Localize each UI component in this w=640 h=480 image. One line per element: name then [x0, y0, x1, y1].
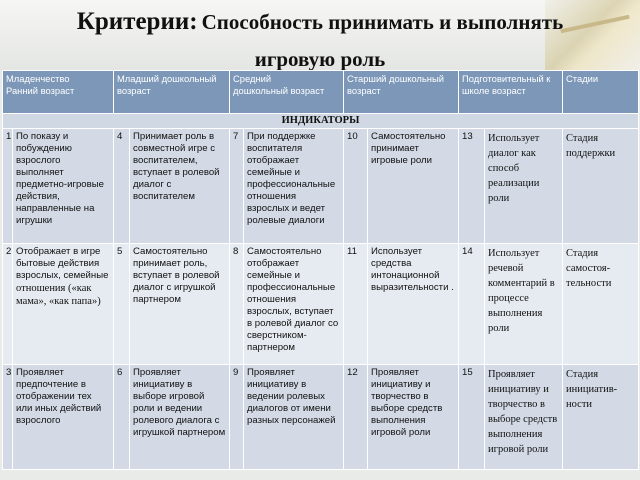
- stage-label: Стадия поддержки: [563, 129, 639, 244]
- indicator-number: 12: [344, 365, 368, 470]
- table-row: [3, 365, 639, 470]
- title-line1: Способность принимать и выполнять: [201, 10, 564, 34]
- section-label: ИНДИКАТОРЫ: [3, 114, 639, 129]
- indicator-number: 14: [459, 244, 485, 365]
- indicator-text: По показу и побуждению взрослого выполняет предметно-игровые действия, направленные на игрушки: [13, 129, 114, 244]
- indicator-text: Принимает роль в совместной игре с воспитателем, вступает в ролевой диалог с воспитателем: [130, 129, 230, 244]
- indicator-number: 6: [114, 365, 130, 470]
- indicator-text: Использует средства интонационной выразительности .: [368, 244, 459, 365]
- header-stages: Стадии: [563, 71, 639, 114]
- stage-label: Стадия инициатив-ности: [563, 365, 639, 470]
- indicator-number: 1: [3, 129, 13, 244]
- indicator-number: 2: [3, 244, 13, 365]
- indicator-number: 8: [230, 244, 244, 365]
- indicator-text-part: отношения («как мама», «как папа»): [16, 283, 101, 307]
- stage-label: Стадия самостоя-тельности: [563, 244, 639, 365]
- indicator-text: Проявляет инициативу в ведении ролевых диалогов от имени разных персонажей: [244, 365, 344, 470]
- indicator-text: Самостоятельно принимает игровые роли: [368, 129, 459, 244]
- indicator-text: Проявляет инициативу и творчество в выборе средств выполнения игровой роли: [485, 365, 563, 470]
- header-infancy: Младенчество Ранний возраст: [3, 71, 114, 114]
- indicator-text-part: Отображает в игре бытовые действия взрослых, семейные: [16, 246, 109, 281]
- indicator-text: [13, 244, 114, 365]
- title-prefix: Критерии:: [76, 8, 198, 35]
- indicator-text: Использует диалог как способ реализации роли: [485, 129, 563, 244]
- table-row: [3, 129, 639, 244]
- page-title: [60, 8, 580, 73]
- section-row: [3, 114, 639, 129]
- indicator-number: 4: [114, 129, 130, 244]
- indicator-number: 5: [114, 244, 130, 365]
- indicator-number: 10: [344, 129, 368, 244]
- indicator-number: 9: [230, 365, 244, 470]
- indicator-text: Проявляет предпочтение в отображении тех или иных действий взрослого: [13, 365, 114, 470]
- indicator-number: 11: [344, 244, 368, 365]
- title-line2: игровую роль: [254, 47, 386, 71]
- indicator-number: 15: [459, 365, 485, 470]
- header-senior: Старший дошкольный возраст: [344, 71, 459, 114]
- indicator-text: Самостоятельно принимает роль, вступает в ролевой диалог с игрушкой партнером: [130, 244, 230, 365]
- criteria-table: [2, 70, 639, 470]
- header-row: [3, 71, 639, 114]
- indicator-number: 13: [459, 129, 485, 244]
- header-middle: Средний дошкольный возраст: [230, 71, 344, 114]
- header-preparatory: Подготовительный к школе возраст: [459, 71, 563, 114]
- indicator-text: Использует речевой комментарий в процессе выполнения роли: [485, 244, 563, 365]
- indicator-text: Проявляет инициативу в выборе игровой роли и ведении ролевого диалога с игрушкой партнером: [130, 365, 230, 470]
- indicator-text: Проявляет инициативу и творчество в выборе средств выполнения игровой роли: [368, 365, 459, 470]
- indicator-text: Самостоятельно отображает семейные и профессиональные отношения взрослых, вступает в ролевой диалог со сверстником-партнером: [244, 244, 344, 365]
- table-row: [3, 244, 639, 365]
- indicator-number: 7: [230, 129, 244, 244]
- title-area: [0, 0, 640, 70]
- indicator-number: 3: [3, 365, 13, 470]
- header-junior: Младший дошкольный возраст: [114, 71, 230, 114]
- indicator-text: При поддержке воспитателя отображает семейные и профессиональные отношения взрослых и ведет ролевые диалоги: [244, 129, 344, 244]
